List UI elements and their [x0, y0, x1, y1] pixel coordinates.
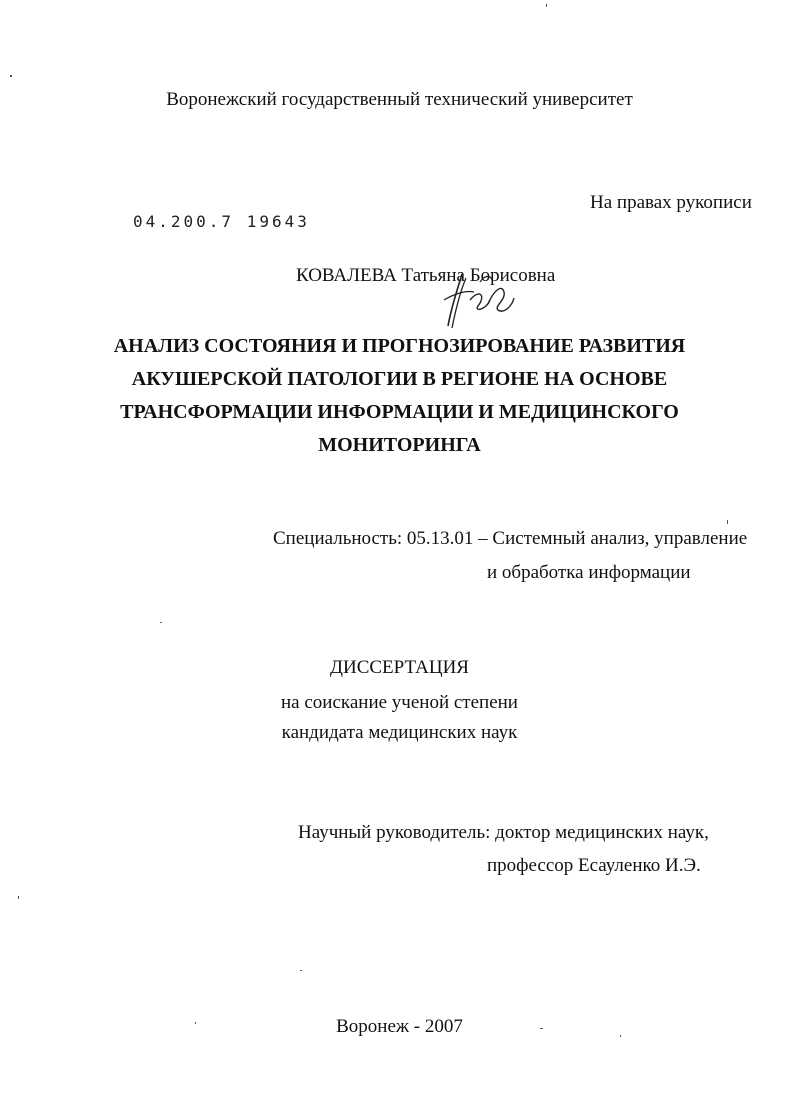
dissertation-degree: кандидата медицинских наук: [281, 722, 518, 743]
title-line-2: АКУШЕРСКОЙ ПАТОЛОГИИ В РЕГИОНЕ НА ОСНОВЕ: [131, 368, 668, 390]
author-name: КОВАЛЕВА Татьяна Борисовна: [296, 265, 556, 286]
author-signature: [440, 270, 520, 332]
archive-number: 04.200.7 19643: [133, 212, 310, 231]
university-name: Воронежский государственный технический университет: [166, 89, 633, 110]
manuscript-rights-note: На правах рукописи: [590, 192, 752, 213]
scan-speck: [540, 1028, 543, 1029]
scan-speck: [10, 75, 12, 77]
supervisor-line-2: профессор Есауленко И.Э.: [487, 855, 701, 876]
scan-speck: [18, 896, 19, 899]
scan-speck: [195, 1022, 196, 1024]
supervisor-line-1: Научный руководитель: доктор медицинских наук,: [298, 822, 709, 843]
dissertation-purpose: на соискание ученой степени: [281, 692, 518, 713]
scan-speck: [300, 970, 302, 971]
scan-speck: [620, 1035, 621, 1037]
city-year: Воронеж - 2007: [336, 1016, 463, 1037]
scan-speck: [727, 520, 728, 524]
dissertation-title: [0, 330, 799, 462]
title-line-1: АНАЛИЗ СОСТОЯНИЯ И ПРОГНОЗИРОВАНИЕ РАЗВИТИЯ: [113, 335, 686, 357]
specialty-line-2: и обработка информации: [487, 562, 691, 583]
scan-speck: [546, 4, 547, 7]
title-line-3: ТРАНСФОРМАЦИИ ИНФОРМАЦИИ И МЕДИЦИНСКОГО: [120, 401, 679, 423]
dissertation-label: ДИССЕРТАЦИЯ: [330, 657, 469, 678]
title-line-4: МОНИТОРИНГА: [318, 434, 481, 456]
specialty-line-1: Специальность: 05.13.01 – Системный анализ, управление: [273, 528, 748, 549]
scan-speck: [160, 622, 162, 623]
